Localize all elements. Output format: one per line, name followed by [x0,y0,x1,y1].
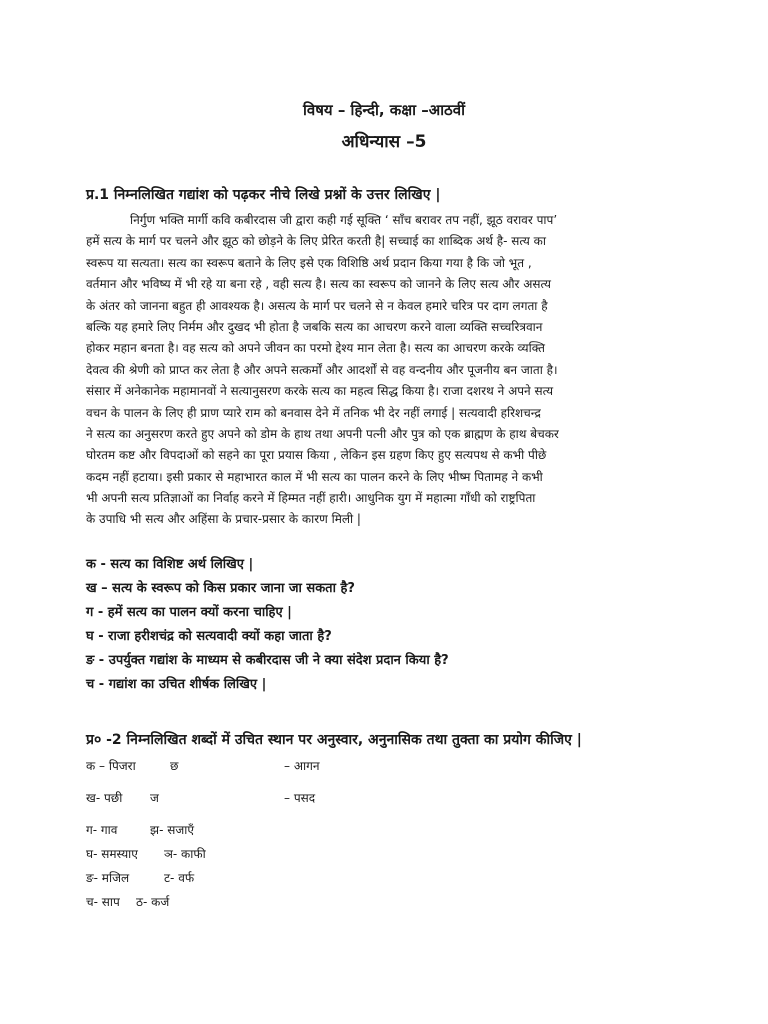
sub-question-cha: च - गद्यांश का उचित शीर्षक लिखिए | [86,677,267,692]
sub-question-ka: क - सत्य का विशिष्ट अर्थ लिखिए | [86,557,254,572]
word-item: ज [150,791,159,805]
passage-line: होकर महान बनता है। वह सत्य को अपने जीवन का परमो द्देश्य मान लेता है। सत्य का आचरण करके व्यक्ति [86,341,545,356]
word-item: – पसद [284,791,316,805]
word-row [86,818,686,842]
passage-line: कदम नहीं हटाया। इसी प्रकार से महाभारत काल में भी सत्य का पालन करने के लिए भीष्म पितामह ने कभी [86,469,543,484]
sub-question-ga: ग - हमें सत्य का पालन क्यों करना चाहिए | [86,605,292,620]
passage-line: स्वरूप या सत्यता। सत्य का स्वरूप बताने के लिए इसे एक विशिष्ठि अर्थ प्रदान किया गया है कि जो भूत , [86,255,532,270]
assignment-heading: अधिन्यास –5 [341,132,427,152]
passage-line: घोरतम कष्ट और विपदाओं को सहने का पूरा प्रयास किया , लेकिन इस ग्रहण किए हुए सत्यपथ से कभी पीछे [86,448,547,463]
sub-question-list [86,553,449,697]
word-row [86,890,686,914]
word-row [86,842,686,866]
word-item: ट- वर्फ [164,871,195,885]
passage-line: के अंतर को जानना बहुत ही आवश्यक है। असत्य के मार्ग पर चलने से न केवल हमारे चरित्र पर दाग लगता है [86,298,548,313]
sub-question-nga: ङ - उपर्युक्त गद्यांश के माध्यम से कबीरदास जी ने क्या संदेश प्रदान किया है? [86,653,449,668]
passage-line: ने सत्य का अनुसरण करते हुए अपने को डोम के हाथ तथा अपनी पत्नी और पुत्र को एक ब्राह्मण के हाथ बेचकर [86,426,559,441]
word-item: ख- पछी [86,791,123,805]
word-item: ञ- काफी [164,847,206,861]
passage-line: निर्गुण भक्ति मार्गी कवि कबीरदास जी द्वारा कही गई सूक्ति ‘ साँच बरावर तप नहीं, झूठ वरावर पाप’ [130,213,558,227]
word-item: ग- गाव [86,823,118,837]
word-item: छ [170,759,179,773]
sub-question-gha: घ - राजा हरीशचंद्र को सत्यवादी क्यों कहा जाता है? [86,629,332,644]
subject-class-heading: विषय – हिन्दी, कक्षा –आठवीं [303,101,465,119]
word-row [86,754,686,778]
word-item: घ- समस्याए [86,847,138,861]
word-row [86,866,686,890]
word-item: – आगन [284,759,320,773]
word-item: क – पिजरा [86,759,136,773]
word-row [86,786,686,810]
word-exercise-list [86,754,686,914]
sub-question-kha: ख – सत्य के स्वरूप को किस प्रकार जाना जा सकता है? [86,581,355,596]
question-2-heading: प्र० -2 निम्नलिखित शब्दों में उचित स्थान पर अनुस्वार, अनुनासिक तथा तुक्ता का प्रयोग कीजिए | [86,732,582,748]
passage-line: भी अपनी सत्य प्रतिज्ञाओं का निर्वाह करने में हिम्मत नहीं हारी। आधुनिक युग में महात्मा गाँधी को राष्ट्रपिता [86,491,536,506]
passage-line: हमें सत्य के मार्ग पर चलने और झूठ को छोड़ने के लिए प्रेरित करती है| सच्चाई का शाब्दिक अर्थ है- सत्य का [86,234,546,249]
word-item: झ- सजाएँ [150,823,194,837]
passage-line: वर्तमान और भविष्य में भी रहे या बना रहे , वही सत्य है। सत्य का स्वरूप को जानने के लिए सत्य और असत्य [86,277,551,292]
word-item: ङ- मजिल [86,871,130,885]
passage-line: बल्कि यह हमारे लिए निर्मम और दुखद भी होता है जबकि सत्य का आचरण करने वाला व्यक्ति सच्चरित्रवान [86,319,543,334]
passage-line: संसार में अनेकानेक महामानवों ने सत्यानुसरण करके सत्य का महत्व सिद्ध किया है। राजा दशरथ ने अपने सत्य [86,384,554,399]
word-item: ठ- कर्ज [136,895,170,909]
passage-line: के उपाधि भी सत्य और अहिंसा के प्रचार-प्रसार के कारण मिली | [86,512,361,527]
question-1-heading: प्र.1 निम्नलिखित गद्यांश को पढ़कर नीचे लिखे प्रश्नों के उत्तर लिखिए | [86,187,441,203]
passage-line: देवत्व की श्रेणी को प्राप्त कर लेता है और अपने सत्कर्मों और आदर्शों से वह वन्दनीय और पूजनीय बन जाता है। [86,362,558,377]
word-item: च- साप [86,895,120,909]
prose-passage [86,210,686,531]
passage-line: वचन के पालन के लिए ही प्राण प्यारे राम को बनवास देने में तनिक भी देर नहीं लगाई | सत्यवादी हरिशचन्द्र [86,405,541,420]
